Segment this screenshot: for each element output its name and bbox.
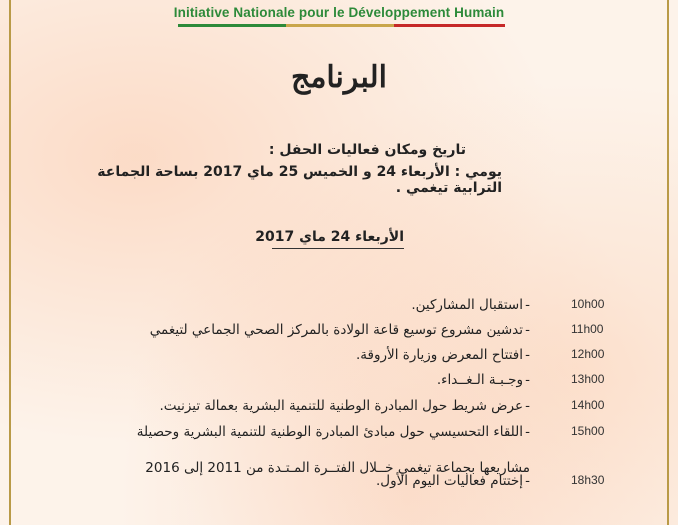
bullet-dash-icon: - — [525, 424, 530, 440]
schedule-item-time: 18h30 — [571, 473, 605, 487]
schedule-item — [0, 473, 678, 497]
schedule-item — [0, 398, 678, 422]
schedule-item-text: افتتاح المعرض وزيارة الأروقة. — [356, 347, 523, 363]
schedule-item-time: 11h00 — [571, 322, 604, 336]
bullet-dash-icon: - — [525, 322, 530, 338]
bullet-dash-icon: - — [525, 297, 530, 313]
schedule-item-text: استقبال المشاركين. — [411, 297, 523, 313]
schedule-item-text: وجـبـة الـغــداء. — [436, 372, 523, 388]
schedule-item-time: 10h00 — [571, 297, 605, 311]
schedule-item-text: تدشين مشروع توسيع قاعة الولادة بالمركز الصحي الجماعي لتيغمي — [149, 322, 523, 338]
day-heading-underline — [272, 248, 404, 249]
schedule-item — [0, 424, 678, 448]
schedule-item — [0, 347, 678, 371]
header-logo-bar — [0, 0, 678, 26]
schedule-item-text: إختتام فعاليات اليوم الأول. — [375, 473, 523, 489]
program-title: البرنامج — [290, 60, 387, 95]
tricolor-rule — [178, 24, 505, 27]
bullet-dash-icon: - — [525, 347, 530, 363]
schedule-item-continuation: مشاريعها بجماعة تيغمي خــلال الفتــرة المـتـدة من 2011 إلى 2016 — [145, 460, 530, 476]
schedule-item-text: عرض شريط حول المبادرة الوطنية للتنمية البشرية بعمالة تيزنيت. — [159, 398, 523, 414]
bullet-dash-icon: - — [525, 372, 530, 388]
initiative-logo-text: Initiative Nationale pour le Développement Humain — [173, 5, 505, 20]
schedule-item-time: 12h00 — [571, 347, 605, 361]
schedule-item-time: 13h00 — [571, 372, 605, 386]
schedule-item — [0, 322, 678, 346]
schedule-item-time: 14h00 — [571, 398, 605, 412]
date-place-value: يومي : الأربعاء 24 و الخميس 25 ماي 2017 بساحة الجماعة الترابية تيغمي . — [97, 164, 502, 196]
bullet-dash-icon: - — [525, 473, 530, 489]
schedule-item-text: اللقاء التحسيسي حول مبادئ المبادرة الوطنية للتنمية البشرية وحصيلة — [136, 424, 523, 440]
bullet-dash-icon: - — [525, 398, 530, 414]
day-heading: الأربعاء 24 ماي 2017 — [255, 229, 404, 245]
schedule-item — [0, 372, 678, 396]
date-place-label: تاريخ ومكان فعاليات الحفل : — [268, 142, 466, 158]
schedule-item-time: 15h00 — [571, 424, 605, 438]
schedule-item — [0, 297, 678, 321]
